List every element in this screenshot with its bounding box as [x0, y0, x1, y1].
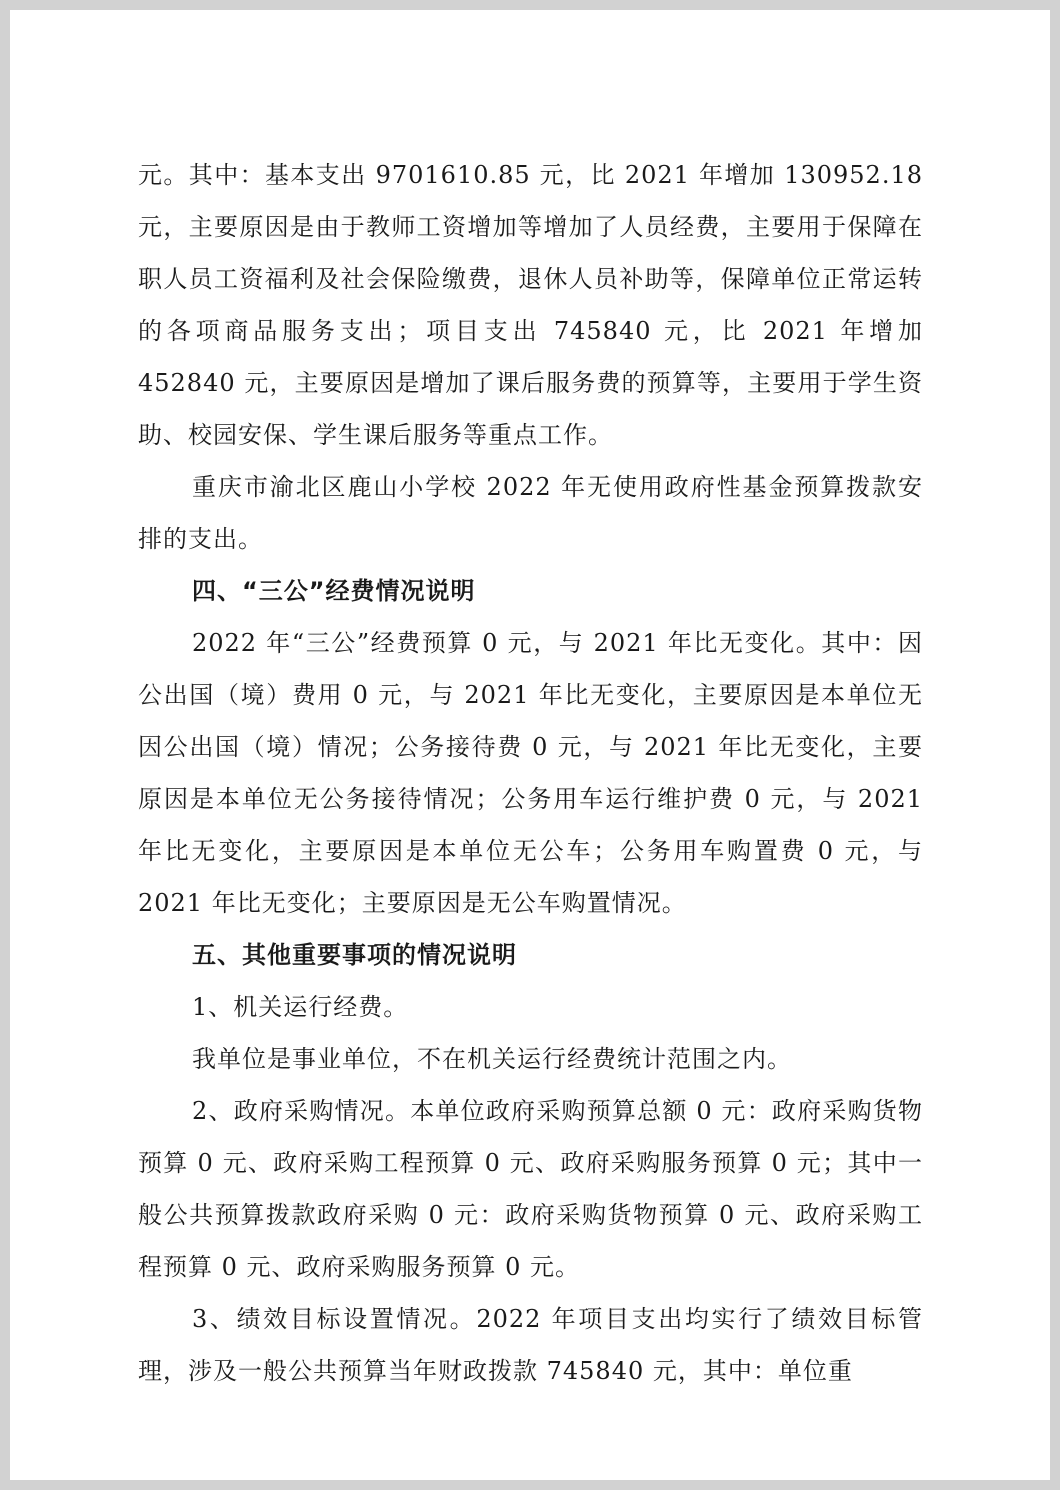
- paragraph-performance-targets: 3、绩效目标设置情况。2022 年项目支出均实行了绩效目标管理，涉及一般公共预算当年财政拨款 745840 元，其中：单位重: [138, 1305, 923, 1385]
- section-heading-three-public-expenses: 四、“三公”经费情况说明: [192, 577, 476, 605]
- paragraph-government-fund: 重庆市渝北区鹿山小学校 2022 年无使用政府性基金预算拨款安排的支出。: [138, 473, 923, 553]
- paragraph-operating-expenses: 我单位是事业单位，不在机关运行经费统计范围之内。: [192, 1045, 792, 1073]
- paragraph-government-procurement: 2、政府采购情况。本单位政府采购预算总额 0 元：政府采购货物预算 0 元、政府采购工程预算 0 元、政府采购服务预算 0 元；其中一般公共预算拨款政府采购 0 元：政府采购货物预算 0 元、政府采购工程预算 0 元、政府采购服务预算 0 元。: [138, 1097, 923, 1281]
- paragraph-three-public-expenses: 2022 年“三公”经费预算 0 元，与 2021 年比无变化。其中：因公出国（境）费用 0 元，与 2021 年比无变化，主要原因是本单位无因公出国（境）情况；公务接待费 0 元，与 2021 年比无变化，主要原因是本单位无公务接待情况；公务用车运行维护费 0 元，与 2021 年比无变化，主要原因是本单位无公车；公务用车购置费 0 元，与 2021 年比无变化；主要原因是无公车购置情况。: [138, 629, 923, 917]
- item-operating-expenses-title: 1、机关运行经费。: [192, 993, 409, 1021]
- section-heading-other-matters: 五、其他重要事项的情况说明: [192, 941, 517, 969]
- document-page: [10, 10, 1050, 1480]
- document-body: [138, 149, 923, 1397]
- paragraph-basic-expenditure: 元。其中：基本支出 9701610.85 元，比 2021 年增加 130952.18 元，主要原因是由于教师工资增加等增加了人员经费，主要用于保障在职人员工资福利及社会保险缴费，退休人员补助等，保障单位正常运转的各项商品服务支出；项目支出 745840 元，比 2021 年增加 452840 元，主要原因是增加了课后服务费的预算等，主要用于学生资助、校园安保、学生课后服务等重点工作。: [138, 161, 923, 449]
